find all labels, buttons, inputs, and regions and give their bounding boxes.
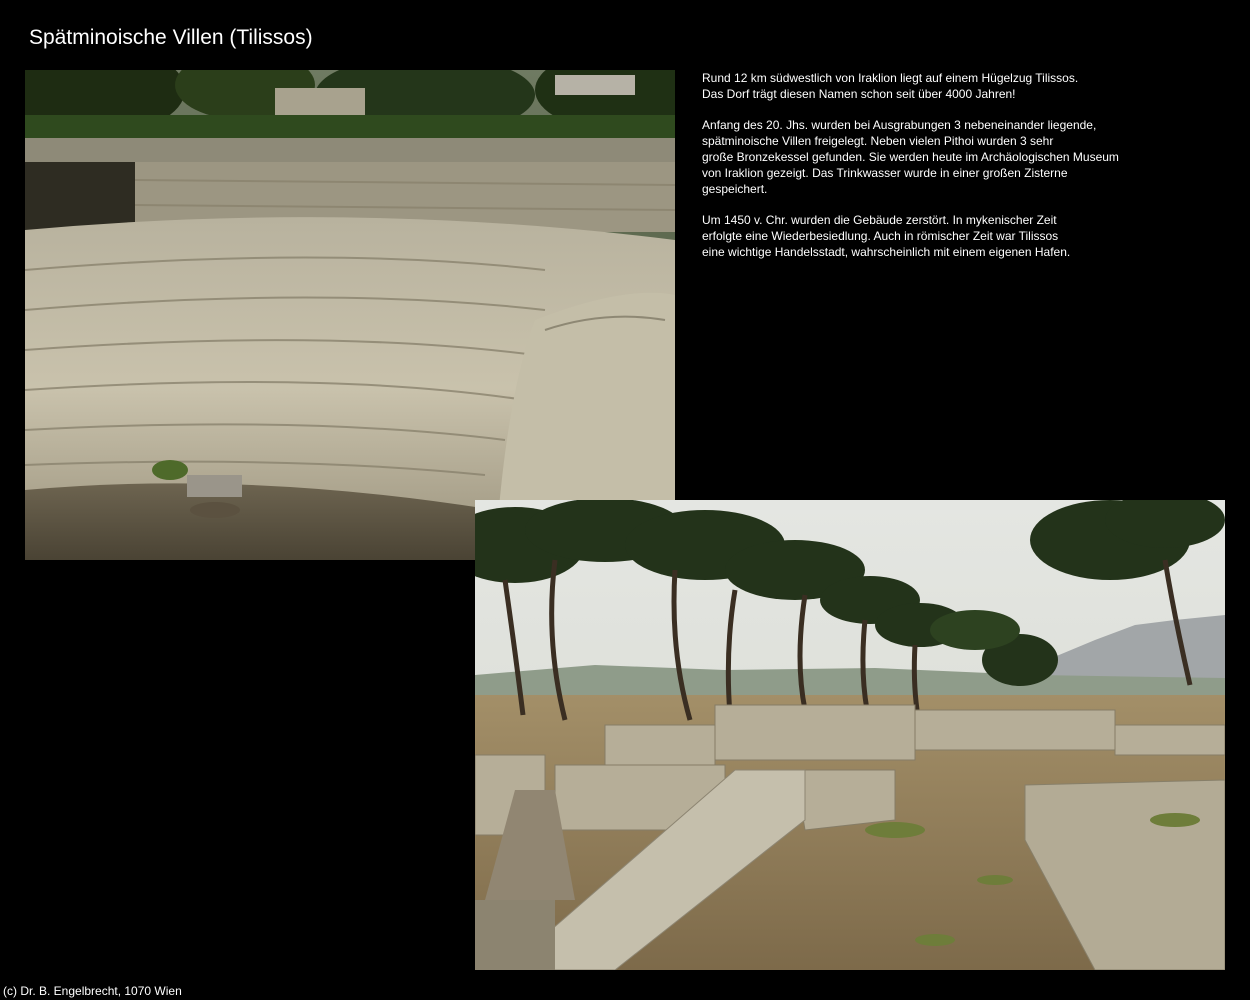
villa-ruins-photo: [475, 500, 1225, 970]
description-paragraph: Anfang des 20. Jhs. wurden bei Ausgrabungen 3 nebeneinander liegende, spätminoische Villen freigelegt. Neben vielen Pithoi wurden 3 sehr große Bronzekessel gefunden. Sie werden heute im Archäologischen Museum von Iraklion gezeigt. Das Trinkwasser wurde in einer großen Zisterne gespeichert.: [702, 118, 1119, 196]
description-text: [702, 70, 1142, 275]
cistern-photo-graphic: [25, 70, 675, 560]
description-paragraph: Um 1450 v. Chr. wurden die Gebäude zerstört. In mykenischer Zeit erfolgte eine Wiederbesiedlung. Auch in römischer Zeit war Tilissos eine wichtige Handelsstadt, wahrscheinlich mit einem eigenen Hafen.: [702, 213, 1071, 259]
cistern-photo: [25, 70, 675, 560]
villa-ruins-photo-graphic: [475, 500, 1225, 970]
description-paragraph: Rund 12 km südwestlich von Iraklion liegt auf einem Hügelzug Tilissos. Das Dorf trägt diesen Namen schon seit über 4000 Jahren!: [702, 71, 1079, 101]
copyright-footer: (c) Dr. B. Engelbrecht, 1070 Wien: [3, 984, 182, 998]
page-title: Spätminoische Villen (Tilissos): [29, 26, 313, 49]
